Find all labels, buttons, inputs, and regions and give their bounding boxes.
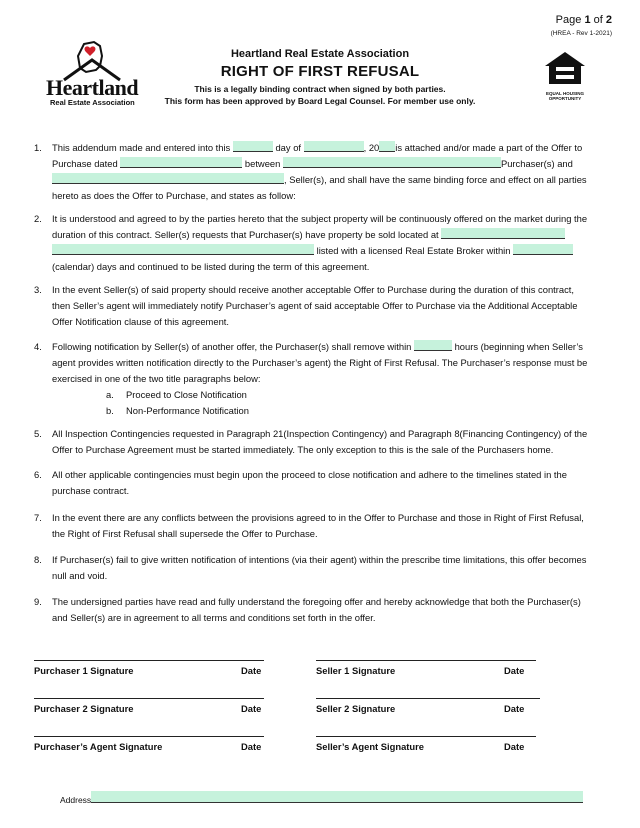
- address-field[interactable]: [91, 791, 583, 803]
- paragraph-number: 4.: [34, 341, 42, 352]
- list-label: a.: [106, 389, 114, 400]
- paragraph-number: 9.: [34, 596, 42, 607]
- seller-agent-signature-label: Seller’s Agent Signature: [316, 741, 425, 752]
- text: Offer Notification clause of this agreement.: [52, 316, 229, 327]
- page-current: 1: [584, 14, 591, 26]
- seller2-signature-line[interactable]: [316, 698, 540, 699]
- hours-field[interactable]: [414, 340, 452, 351]
- text: and Seller(s) are in agreement to all terms and conditions set forth in the offer.: [52, 612, 376, 623]
- page-label: Page: [555, 14, 582, 26]
- text: null and void.: [52, 570, 108, 581]
- seller2-signature-label: Seller 2 Signature: [316, 703, 396, 714]
- text: between: [244, 158, 281, 169]
- text: hereto as does the Offer to Purchase, and states as follow:: [52, 190, 296, 201]
- paragraph-3: [34, 282, 618, 330]
- paragraph-number: 1.: [34, 142, 42, 153]
- purchaser1-signature-label: Purchaser 1 Signature: [34, 665, 134, 676]
- text: All other applicable contingencies must begin upon the proceed to close notification and adhere to the timelines stated in the: [52, 469, 567, 480]
- text: Purchase dated: [52, 158, 118, 169]
- month-field[interactable]: [304, 141, 364, 152]
- text: purchase contract.: [52, 485, 130, 496]
- day-field[interactable]: [233, 141, 273, 152]
- purchaser-agent-signature-label: Purchaser’s Agent Signature: [34, 741, 163, 752]
- seller-names-field[interactable]: [52, 173, 284, 184]
- seller-agent-date-label: Date: [504, 741, 525, 752]
- paragraph-number: 7.: [34, 512, 42, 523]
- text: exercised in one of the two title paragraphs below:: [52, 373, 261, 384]
- purchaser2-signature-label: Purchaser 2 Signature: [34, 703, 134, 714]
- page-total: 2: [605, 14, 612, 26]
- header-note-2: This form has been approved by Board Legal Counsel. For member use only.: [164, 96, 476, 106]
- page-of: of: [593, 14, 603, 26]
- paragraph-number: 8.: [34, 554, 42, 565]
- equal-housing-logo: [540, 50, 590, 101]
- paragraph-9: [34, 594, 618, 626]
- purchaser-agent-date-label: Date: [241, 741, 262, 752]
- list-item: [106, 403, 618, 419]
- paragraph-6: [34, 467, 618, 499]
- org-name: Heartland Real Estate Association: [230, 48, 410, 60]
- paragraph-2: [34, 211, 618, 275]
- text: In the event there are any conflicts between the provisions agreed to in the Offer to Purchase and those in Right of First Refusal,: [52, 512, 584, 523]
- list-item: [106, 387, 618, 403]
- paragraph-4: [34, 339, 618, 419]
- purchaser1-date-label: Date: [241, 665, 262, 676]
- text: is attached and/or made a part of the Offer to: [395, 142, 583, 153]
- text: hours (beginning when Seller’s: [454, 341, 583, 352]
- text: If Purchaser(s) fail to give written notification of intentions (via their agent) within the prescribe time limitations, this offer becomes: [52, 554, 587, 565]
- text: (calendar) days and continued to be listed during the term of this agreement.: [52, 261, 370, 272]
- paragraph-number: 3.: [34, 284, 42, 295]
- text: All Inspection Contingencies requested in Paragraph 21(Inspection Contingency) and Paragraph 8(Financing Contingency) of the: [52, 428, 588, 439]
- equal-housing-icon: [543, 50, 587, 86]
- text: Non-Performance Notification: [126, 405, 249, 416]
- property-address-field-2[interactable]: [52, 244, 314, 255]
- page-title: RIGHT OF FIRST REFUSAL: [220, 63, 420, 80]
- paragraph-1: [34, 140, 618, 204]
- text: day of: [275, 142, 302, 153]
- text: Following notification by Seller(s) of another offer, the Purchaser(s) shall remove within: [52, 341, 412, 352]
- seller1-date-label: Date: [504, 665, 525, 676]
- paragraph-5: [34, 426, 618, 458]
- purchase-date-field[interactable]: [120, 157, 242, 168]
- seller1-signature-line[interactable]: [316, 660, 536, 661]
- paragraph-8: [34, 552, 618, 584]
- paragraph-number: 6.: [34, 469, 42, 480]
- purchaser-agent-signature-line[interactable]: [34, 736, 264, 737]
- purchaser-names-field[interactable]: [283, 157, 501, 168]
- text: Proceed to Close Notification: [126, 389, 247, 400]
- year-field[interactable]: [379, 141, 395, 152]
- text: , Seller(s), and shall have the same binding force and effect on all parties: [284, 174, 587, 185]
- header-note-1: This is a legally binding contract when signed by both parties.: [194, 84, 446, 94]
- paragraph-number: 2.: [34, 213, 42, 224]
- property-address-field[interactable]: [441, 228, 565, 239]
- purchaser2-date-label: Date: [241, 703, 262, 714]
- text: This addendum made and entered into this: [52, 142, 231, 153]
- paragraph-7: [34, 510, 618, 542]
- seller1-signature-label: Seller 1 Signature: [316, 665, 396, 676]
- seller2-date-label: Date: [504, 703, 525, 714]
- text: listed with a licensed Real Estate Broker within: [316, 245, 511, 256]
- text: the Right of First Refusal shall supersede the Offer to Purchase.: [52, 528, 318, 539]
- text: Offer to Purchase Agreement must be started immediately. The only exception to this is the sale of the Purchasers home.: [52, 444, 554, 455]
- seller-agent-signature-line[interactable]: [316, 736, 536, 737]
- purchaser1-signature-line[interactable]: [34, 660, 264, 661]
- eho-line-2: OPPORTUNITY: [548, 96, 582, 101]
- listing-days-field[interactable]: [513, 244, 573, 255]
- text: then Seller’s agent will immediately notify Purchaser’s agent of said acceptable Offer to Purchase via the Additional Acceptable: [52, 300, 578, 311]
- eho-line-1: EQUAL HOUSING: [546, 91, 584, 96]
- address-label: Address: [60, 795, 92, 805]
- list-label: b.: [106, 405, 114, 416]
- paragraph-number: 5.: [34, 428, 42, 439]
- text: duration of this contract. Seller(s) requests that Purchaser(s) have property be sold located at: [52, 229, 439, 240]
- heartland-logo: [36, 40, 146, 106]
- text: It is understood and agreed to by the parties hereto that the subject property will be continuously offered on the market during the: [52, 213, 588, 224]
- text: agent provides written notification directly to the Purchaser’s agent) the Right of First Refusal. The Purchaser’s response must be: [52, 357, 588, 368]
- page-number: [556, 14, 612, 26]
- purchaser2-signature-line[interactable]: [34, 698, 264, 699]
- revision-label: (HREA - Rev 1-2021): [550, 30, 612, 37]
- logo-subtitle: Real Estate Association: [50, 98, 135, 107]
- text: The undersigned parties have read and fully understand the foregoing offer and hereby acknowledge that both the Purchaser(s): [52, 596, 581, 607]
- text: Purchaser(s) and: [500, 158, 573, 169]
- text: In the event Seller(s) of said property should receive another acceptable Offer to Purchase during the duration of this contract,: [52, 284, 574, 295]
- text: , 20: [363, 142, 380, 153]
- logo-wordmark: Heartland: [46, 75, 139, 100]
